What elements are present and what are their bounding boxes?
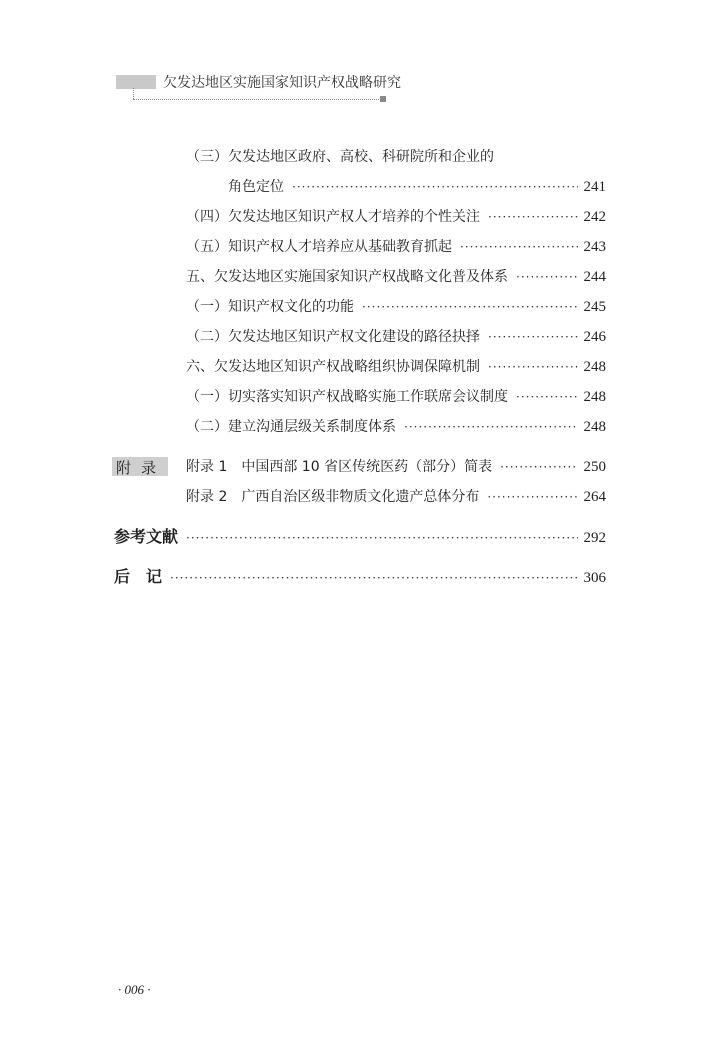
toc-entry-label: 五、欠发达地区实施国家知识产权战略文化普及体系 (186, 269, 508, 285)
afterword-entry[interactable] (114, 564, 606, 587)
references-entry[interactable] (114, 524, 606, 547)
dot-leader (488, 330, 578, 344)
dot-leader (487, 490, 577, 504)
appendix-entry[interactable] (186, 486, 606, 506)
dot-leader (362, 300, 578, 314)
toc-entry[interactable] (186, 266, 606, 286)
toc-entry-page: 246 (583, 329, 606, 345)
toc-entry-label: （四）欠发达地区知识产权人才培养的个性关注 (186, 209, 480, 225)
dot-leader (488, 360, 578, 374)
header-rule (133, 99, 379, 100)
dot-leader (500, 460, 577, 474)
toc-entry-label: （五）知识产权人才培养应从基础教育抓起 (186, 239, 452, 255)
dot-leader (404, 420, 578, 434)
dot-leader (292, 180, 578, 194)
page-number: · 006 · (118, 982, 151, 997)
toc-entry-label: （一）切实落实知识产权战略实施工作联席会议制度 (186, 389, 508, 405)
toc-entry-page: 248 (583, 389, 606, 405)
toc-entry-label: 角色定位 (228, 179, 284, 195)
toc-entry-label: （二）欠发达地区知识产权文化建设的路径抉择 (186, 329, 480, 345)
dot-leader (170, 571, 577, 585)
appendix-entry-label: 附录 1 中国西部 10 省区传统医药（部分）简表 (186, 459, 493, 475)
dot-leader (516, 270, 578, 284)
appendix-entry[interactable] (186, 456, 606, 476)
dot-leader (460, 240, 578, 254)
toc-entry-page: 248 (583, 419, 606, 435)
toc-entry[interactable] (186, 326, 606, 346)
toc-entry-page: 243 (583, 239, 606, 255)
toc-entry[interactable] (186, 416, 606, 436)
running-header-title: 欠发达地区实施国家知识产权战略研究 (163, 75, 401, 91)
toc-entry[interactable] (186, 146, 606, 166)
appendix-heading: 附录 (116, 459, 167, 477)
toc-entry-label: （二）建立沟通层级关系制度体系 (186, 419, 396, 435)
dot-leader (488, 210, 578, 224)
toc-entry-page: 244 (583, 269, 606, 285)
afterword-label: 后 记 (114, 567, 163, 586)
toc-entry-page: 242 (583, 209, 606, 225)
appendix-entry-page: 250 (583, 459, 606, 475)
dot-leader (186, 531, 577, 545)
toc-entry-page: 248 (583, 359, 606, 375)
toc-entry[interactable] (228, 176, 606, 196)
toc-entry[interactable] (186, 206, 606, 226)
toc-entry[interactable] (186, 356, 606, 376)
toc-entry-page: 241 (583, 179, 606, 195)
appendix-entry-page: 264 (583, 489, 606, 505)
dot-leader (516, 390, 578, 404)
toc-entry-label: 六、欠发达地区知识产权战略组织协调保障机制 (186, 359, 480, 375)
appendix-entry-label: 附录 2 广西自治区级非物质文化遗产总体分布 (186, 489, 480, 505)
toc-entry-label: （一）知识产权文化的功能 (186, 299, 354, 315)
references-label: 参考文献 (114, 527, 179, 546)
header-square (380, 96, 386, 102)
toc-entry-label: （三）欠发达地区政府、高校、科研院所和企业的 (186, 149, 494, 165)
afterword-page: 306 (583, 570, 606, 586)
references-page: 292 (583, 530, 606, 546)
toc-entry[interactable] (186, 296, 606, 316)
toc-entry-page: 245 (583, 299, 606, 315)
header-rule-vertical (133, 88, 134, 99)
header-bar (116, 75, 156, 89)
toc-entry[interactable] (186, 236, 606, 256)
toc-entry[interactable] (186, 386, 606, 406)
